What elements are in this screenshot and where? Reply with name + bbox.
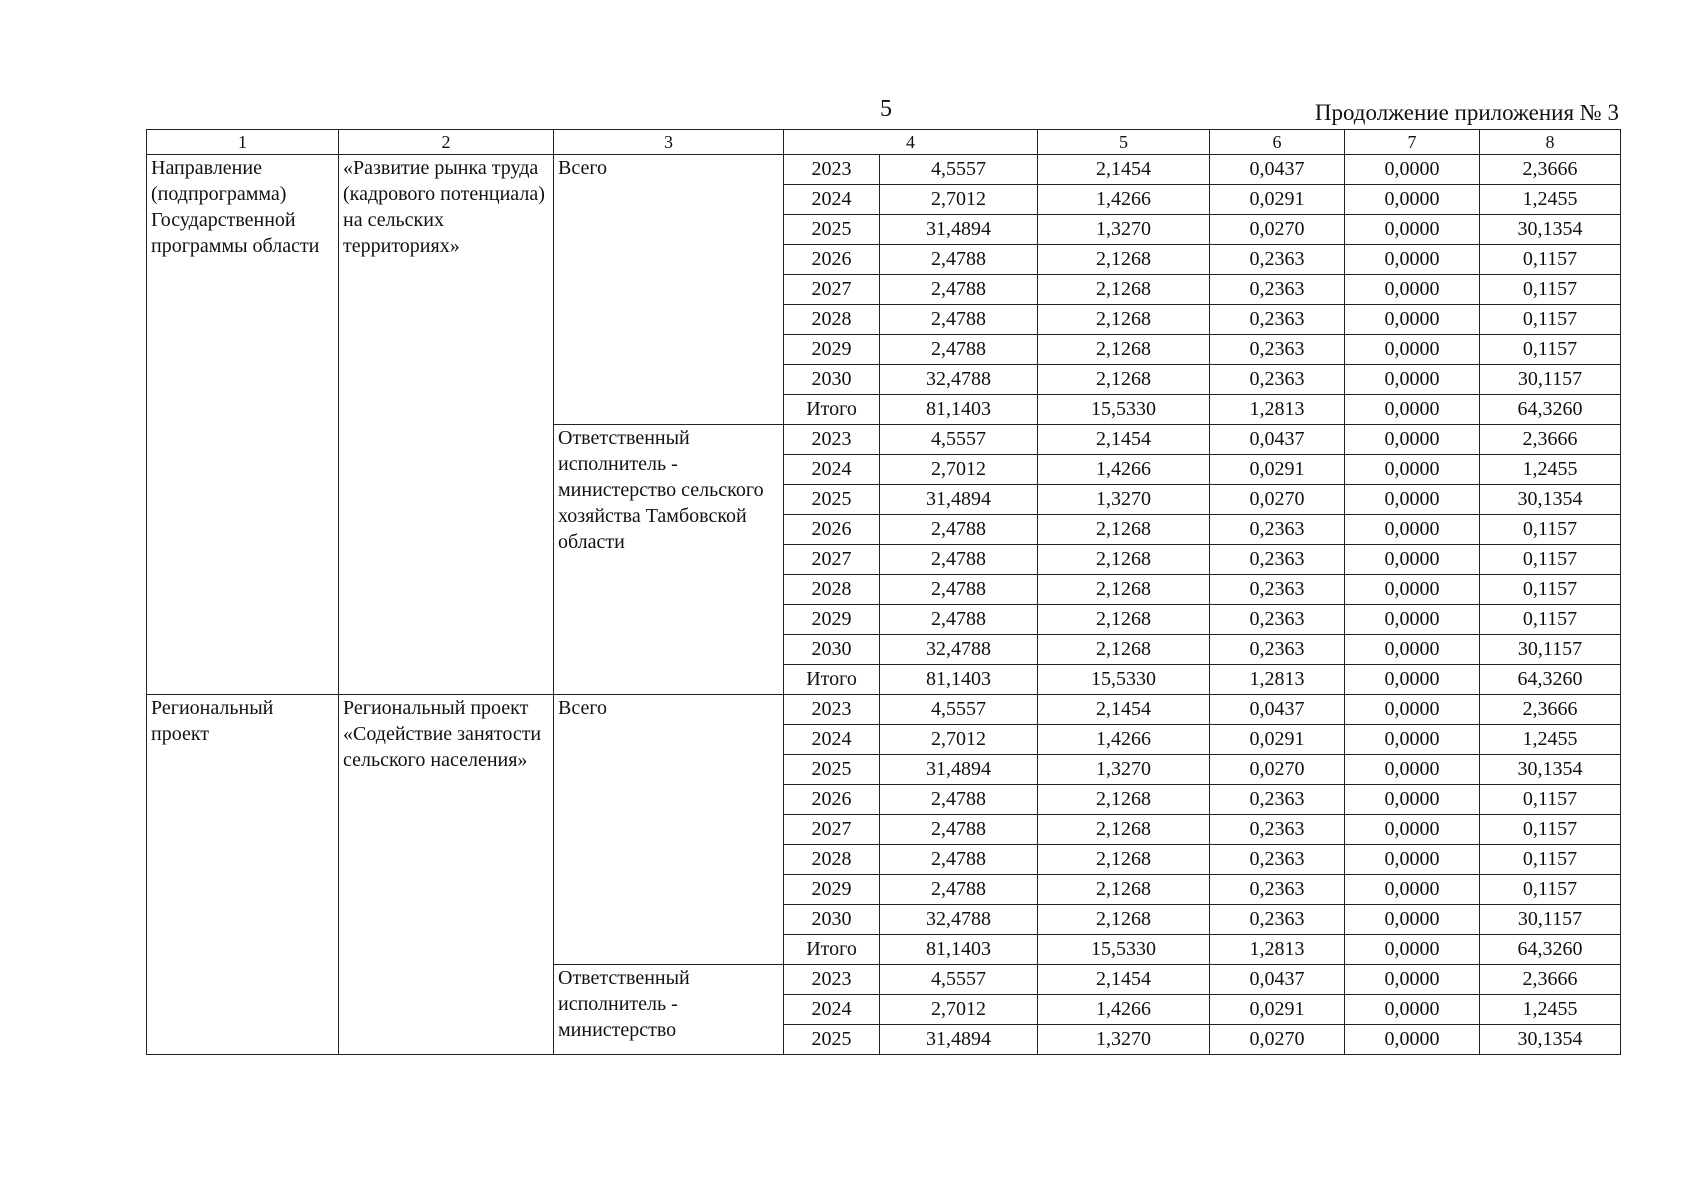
value-cell-6: 0,0270 [1210,1025,1345,1055]
value-cell-5: 2,1268 [1038,245,1210,275]
value-cell-8: 1,2455 [1480,455,1621,485]
value-cell-5: 2,1454 [1038,155,1210,185]
value-cell-8: 0,1157 [1480,305,1621,335]
value-cell-7: 0,0000 [1345,155,1480,185]
value-cell-8: 2,3666 [1480,425,1621,455]
value-cell-4: 2,7012 [880,455,1038,485]
value-cell-7: 0,0000 [1345,725,1480,755]
value-cell-8: 64,3260 [1480,665,1621,695]
value-cell-4: 31,4894 [880,215,1038,245]
col-header-4: 4 [784,130,1038,155]
value-cell-7: 0,0000 [1345,365,1480,395]
value-cell-8: 1,2455 [1480,185,1621,215]
value-cell-7: 0,0000 [1345,455,1480,485]
value-cell-6: 0,2363 [1210,245,1345,275]
value-cell-6: 0,0437 [1210,695,1345,725]
year-cell: Итого [784,665,880,695]
section-type-cell: Региональный проект [147,695,339,1055]
value-cell-8: 64,3260 [1480,395,1621,425]
value-cell-5: 1,4266 [1038,725,1210,755]
value-cell-6: 1,2813 [1210,665,1345,695]
value-cell-8: 0,1157 [1480,515,1621,545]
value-cell-5: 2,1268 [1038,845,1210,875]
value-cell-8: 0,1157 [1480,545,1621,575]
value-cell-6: 0,0270 [1210,485,1345,515]
value-cell-7: 0,0000 [1345,935,1480,965]
value-cell-8: 30,1354 [1480,215,1621,245]
value-cell-8: 0,1157 [1480,605,1621,635]
value-cell-7: 0,0000 [1345,605,1480,635]
value-cell-6: 0,0291 [1210,185,1345,215]
value-cell-5: 2,1268 [1038,905,1210,935]
value-cell-5: 15,5330 [1038,935,1210,965]
value-cell-5: 1,4266 [1038,185,1210,215]
value-cell-5: 2,1454 [1038,425,1210,455]
section-name-cell: «Развитие рынка труда (кадрового потенциала) на сельских территориях» [339,155,554,695]
value-cell-7: 0,0000 [1345,695,1480,725]
value-cell-4: 32,4788 [880,905,1038,935]
year-cell: 2025 [784,215,880,245]
year-cell: 2026 [784,515,880,545]
value-cell-5: 1,3270 [1038,485,1210,515]
value-cell-5: 1,4266 [1038,455,1210,485]
year-cell: 2029 [784,605,880,635]
value-cell-7: 0,0000 [1345,215,1480,245]
value-cell-8: 30,1354 [1480,485,1621,515]
value-cell-5: 2,1268 [1038,305,1210,335]
value-cell-4: 2,4788 [880,785,1038,815]
value-cell-8: 0,1157 [1480,875,1621,905]
value-cell-6: 0,0291 [1210,995,1345,1025]
value-cell-4: 4,5557 [880,155,1038,185]
group-label-cell: Ответственный исполнитель - министерство [554,965,784,1055]
value-cell-4: 81,1403 [880,395,1038,425]
year-cell: 2028 [784,575,880,605]
year-cell: 2027 [784,545,880,575]
value-cell-7: 0,0000 [1345,635,1480,665]
value-cell-4: 2,4788 [880,575,1038,605]
value-cell-6: 0,0437 [1210,155,1345,185]
value-cell-4: 2,4788 [880,305,1038,335]
value-cell-4: 2,7012 [880,725,1038,755]
value-cell-4: 31,4894 [880,485,1038,515]
value-cell-4: 2,4788 [880,335,1038,365]
page-number: 5 [880,96,892,122]
value-cell-4: 81,1403 [880,935,1038,965]
value-cell-4: 2,4788 [880,815,1038,845]
table-row [147,695,1621,725]
value-cell-8: 2,3666 [1480,155,1621,185]
value-cell-8: 30,1157 [1480,365,1621,395]
year-cell: 2029 [784,875,880,905]
value-cell-4: 2,4788 [880,515,1038,545]
value-cell-6: 1,2813 [1210,935,1345,965]
value-cell-5: 2,1268 [1038,815,1210,845]
value-cell-4: 31,4894 [880,1025,1038,1055]
year-cell: 2027 [784,815,880,845]
value-cell-6: 0,2363 [1210,545,1345,575]
value-cell-5: 2,1268 [1038,275,1210,305]
value-cell-8: 30,1157 [1480,905,1621,935]
value-cell-7: 0,0000 [1345,665,1480,695]
value-cell-4: 4,5557 [880,695,1038,725]
value-cell-8: 0,1157 [1480,275,1621,305]
value-cell-6: 0,2363 [1210,785,1345,815]
value-cell-5: 2,1268 [1038,545,1210,575]
value-cell-5: 2,1268 [1038,365,1210,395]
col-header-8: 8 [1480,130,1621,155]
value-cell-6: 0,0291 [1210,725,1345,755]
value-cell-4: 2,4788 [880,605,1038,635]
year-cell: 2030 [784,905,880,935]
col-header-7: 7 [1345,130,1480,155]
year-cell: 2023 [784,155,880,185]
value-cell-7: 0,0000 [1345,545,1480,575]
value-cell-7: 0,0000 [1345,845,1480,875]
col-header-5: 5 [1038,130,1210,155]
value-cell-7: 0,0000 [1345,185,1480,215]
value-cell-7: 0,0000 [1345,875,1480,905]
value-cell-7: 0,0000 [1345,1025,1480,1055]
year-cell: 2024 [784,185,880,215]
table-body [147,130,1621,1055]
value-cell-6: 0,0291 [1210,455,1345,485]
value-cell-6: 0,0270 [1210,755,1345,785]
value-cell-5: 2,1268 [1038,515,1210,545]
value-cell-5: 2,1268 [1038,785,1210,815]
value-cell-7: 0,0000 [1345,245,1480,275]
year-cell: Итого [784,395,880,425]
col-header-3: 3 [554,130,784,155]
value-cell-8: 1,2455 [1480,725,1621,755]
value-cell-4: 2,4788 [880,275,1038,305]
value-cell-6: 0,2363 [1210,335,1345,365]
value-cell-7: 0,0000 [1345,905,1480,935]
value-cell-6: 0,2363 [1210,275,1345,305]
value-cell-6: 0,2363 [1210,845,1345,875]
year-cell: 2024 [784,725,880,755]
value-cell-5: 2,1268 [1038,875,1210,905]
value-cell-8: 30,1354 [1480,1025,1621,1055]
value-cell-4: 2,4788 [880,875,1038,905]
value-cell-6: 0,2363 [1210,515,1345,545]
value-cell-4: 81,1403 [880,665,1038,695]
year-cell: Итого [784,935,880,965]
section-type-cell: Направление (подпрограмма) Государственной программы области [147,155,339,695]
column-number-row [147,130,1621,155]
value-cell-7: 0,0000 [1345,425,1480,455]
value-cell-6: 1,2813 [1210,395,1345,425]
value-cell-8: 0,1157 [1480,845,1621,875]
value-cell-7: 0,0000 [1345,995,1480,1025]
value-cell-4: 2,7012 [880,995,1038,1025]
year-cell: 2025 [784,1025,880,1055]
value-cell-6: 0,2363 [1210,365,1345,395]
section-name-cell: Региональный проект «Содействие занятости сельского населения» [339,695,554,1055]
value-cell-5: 2,1268 [1038,575,1210,605]
value-cell-6: 0,2363 [1210,815,1345,845]
value-cell-4: 4,5557 [880,425,1038,455]
value-cell-7: 0,0000 [1345,395,1480,425]
value-cell-6: 0,0270 [1210,215,1345,245]
value-cell-4: 32,4788 [880,635,1038,665]
value-cell-5: 1,3270 [1038,215,1210,245]
value-cell-8: 64,3260 [1480,935,1621,965]
year-cell: 2026 [784,245,880,275]
value-cell-5: 2,1268 [1038,335,1210,365]
group-label-cell: Всего [554,695,784,965]
value-cell-8: 1,2455 [1480,995,1621,1025]
table-row [147,155,1621,185]
value-cell-5: 2,1268 [1038,605,1210,635]
value-cell-4: 4,5557 [880,965,1038,995]
year-cell: 2027 [784,275,880,305]
year-cell: 2029 [784,335,880,365]
col-header-2: 2 [339,130,554,155]
value-cell-5: 2,1454 [1038,965,1210,995]
value-cell-6: 0,2363 [1210,635,1345,665]
year-cell: 2023 [784,425,880,455]
value-cell-7: 0,0000 [1345,485,1480,515]
value-cell-7: 0,0000 [1345,305,1480,335]
value-cell-7: 0,0000 [1345,575,1480,605]
value-cell-4: 2,4788 [880,545,1038,575]
value-cell-4: 2,4788 [880,845,1038,875]
year-cell: 2026 [784,785,880,815]
value-cell-8: 0,1157 [1480,575,1621,605]
value-cell-5: 15,5330 [1038,395,1210,425]
value-cell-7: 0,0000 [1345,515,1480,545]
year-cell: 2028 [784,845,880,875]
value-cell-6: 0,2363 [1210,905,1345,935]
funding-table [146,129,1621,1055]
value-cell-6: 0,2363 [1210,575,1345,605]
col-header-6: 6 [1210,130,1345,155]
value-cell-5: 1,3270 [1038,755,1210,785]
value-cell-4: 32,4788 [880,365,1038,395]
value-cell-5: 2,1454 [1038,695,1210,725]
year-cell: 2028 [784,305,880,335]
year-cell: 2030 [784,365,880,395]
value-cell-6: 0,2363 [1210,305,1345,335]
value-cell-7: 0,0000 [1345,755,1480,785]
year-cell: 2023 [784,965,880,995]
value-cell-8: 0,1157 [1480,245,1621,275]
value-cell-4: 2,7012 [880,185,1038,215]
value-cell-8: 30,1354 [1480,755,1621,785]
value-cell-7: 0,0000 [1345,965,1480,995]
value-cell-5: 1,4266 [1038,995,1210,1025]
value-cell-6: 0,0437 [1210,425,1345,455]
value-cell-7: 0,0000 [1345,275,1480,305]
year-cell: 2024 [784,995,880,1025]
year-cell: 2025 [784,485,880,515]
value-cell-5: 1,3270 [1038,1025,1210,1055]
continuation-label: Продолжение приложения № 3 [1314,100,1619,125]
value-cell-6: 0,2363 [1210,605,1345,635]
value-cell-8: 0,1157 [1480,335,1621,365]
value-cell-8: 30,1157 [1480,635,1621,665]
value-cell-7: 0,0000 [1345,335,1480,365]
group-label-cell: Ответственный исполнитель - министерство сельского хозяйства Тамбовской области [554,425,784,695]
value-cell-8: 2,3666 [1480,695,1621,725]
value-cell-4: 2,4788 [880,245,1038,275]
value-cell-7: 0,0000 [1345,815,1480,845]
group-label-cell: Всего [554,155,784,425]
value-cell-4: 31,4894 [880,755,1038,785]
value-cell-8: 0,1157 [1480,815,1621,845]
value-cell-5: 15,5330 [1038,665,1210,695]
year-cell: 2023 [784,695,880,725]
value-cell-8: 0,1157 [1480,785,1621,815]
value-cell-5: 2,1268 [1038,635,1210,665]
value-cell-8: 2,3666 [1480,965,1621,995]
value-cell-6: 0,2363 [1210,875,1345,905]
value-cell-6: 0,0437 [1210,965,1345,995]
col-header-1: 1 [147,130,339,155]
value-cell-7: 0,0000 [1345,785,1480,815]
year-cell: 2024 [784,455,880,485]
year-cell: 2025 [784,755,880,785]
year-cell: 2030 [784,635,880,665]
